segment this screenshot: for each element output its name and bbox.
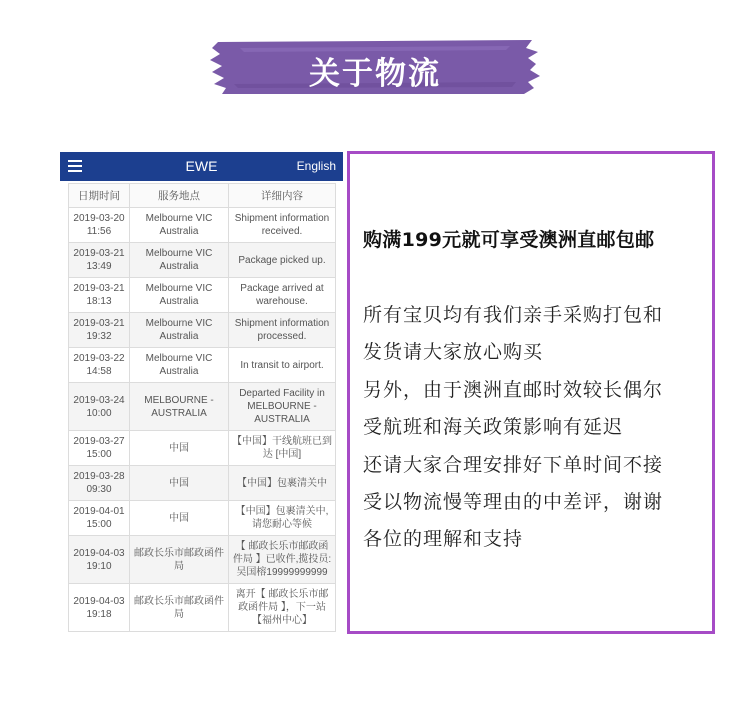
row-detail-line: 【中国】包裹清关中,	[235, 506, 329, 517]
free-shipping-heading: 购满199元就可享受澳洲直邮包邮	[363, 229, 655, 251]
row-datetime	[69, 431, 130, 466]
row-detail-line: Departed Facility in	[239, 388, 325, 399]
notice-line: 另外，由于澳洲直邮时效较长偶尔	[363, 378, 664, 401]
row-location	[130, 431, 229, 466]
table-row	[69, 383, 336, 431]
row-detail-line: Shipment information	[234, 213, 330, 224]
row-detail	[229, 243, 336, 278]
row-detail-line: Shipment information	[234, 318, 330, 329]
notice-line: 各位的理解和支持	[363, 528, 524, 551]
row-detail	[229, 466, 336, 501]
row-location-line: Melbourne VIC	[145, 318, 213, 329]
row-detail-line: 【中国】包裹清关中	[237, 477, 327, 489]
row-location-line: 邮政长乐市邮政函件	[134, 595, 224, 607]
app-header-bar	[60, 152, 343, 181]
row-location	[130, 536, 229, 584]
row-datetime-line: 10:00	[86, 407, 112, 419]
row-detail-line: 【福州中心】	[252, 615, 312, 626]
row-datetime	[69, 466, 130, 501]
row-location-line: AUSTRALIA	[151, 407, 207, 419]
row-location-line: Australia	[159, 366, 199, 377]
row-datetime	[69, 501, 130, 536]
row-detail	[229, 501, 336, 536]
row-location-line: Melbourne VIC	[145, 283, 213, 294]
row-datetime	[69, 383, 130, 431]
row-datetime-line: 2019-03-28	[73, 471, 125, 482]
row-datetime-line: 2019-03-21	[73, 248, 125, 259]
row-location	[130, 383, 229, 431]
table-row	[69, 243, 336, 278]
banner-title: 关于物流	[309, 56, 441, 92]
row-datetime-line: 15:00	[86, 519, 112, 530]
row-detail-line: 政函件局 】，下一站	[238, 602, 326, 613]
row-location-line: Australia	[159, 331, 199, 342]
notice-line: 所有宝贝均有我们亲手采购打包和	[363, 304, 664, 326]
row-datetime-line: 2019-04-03	[73, 595, 125, 607]
row-datetime-line: 18:13	[86, 296, 112, 307]
table-row	[69, 313, 336, 348]
row-detail-line: 件局 】已收件,揽投员:	[232, 554, 332, 565]
table-row	[69, 501, 336, 536]
table-row	[69, 536, 336, 584]
row-datetime-line: 2019-03-27	[73, 436, 125, 447]
row-datetime-line: 11:56	[86, 226, 112, 237]
header-detail: 详细内容	[229, 184, 336, 208]
row-datetime	[69, 313, 130, 348]
row-location-line: Melbourne VIC	[145, 248, 213, 259]
row-detail-line: warehouse.	[256, 296, 308, 307]
row-location-line: Australia	[159, 261, 199, 272]
row-detail	[229, 348, 336, 383]
row-detail-line: 【 邮政长乐市邮政函	[235, 541, 329, 552]
row-detail-line: processed.	[257, 331, 307, 342]
row-location-line: Australia	[159, 296, 199, 307]
section-banner	[210, 38, 540, 96]
table-row	[69, 584, 336, 632]
row-detail	[229, 431, 336, 466]
row-datetime-line: 15:00	[86, 449, 112, 460]
row-datetime-line: 09:30	[86, 484, 112, 495]
row-detail-line: 离开【 邮政长乐市邮	[235, 589, 329, 600]
row-datetime-line: 19:32	[86, 331, 112, 342]
row-detail	[229, 584, 336, 632]
row-datetime-line: 2019-03-24	[73, 394, 125, 406]
row-detail-line: 请您耐心等候	[252, 519, 312, 530]
row-location	[130, 313, 229, 348]
row-location-line: 中国	[169, 442, 189, 454]
notice-line: 还请大家合理安排好下单时间不接	[363, 453, 664, 476]
row-datetime-line: 2019-03-20	[73, 213, 125, 224]
row-datetime	[69, 348, 130, 383]
row-datetime-line: 19:10	[86, 560, 112, 572]
row-detail	[229, 536, 336, 584]
row-detail-line: received.	[261, 226, 303, 237]
row-location-line: Australia	[159, 226, 199, 237]
notice-line: 发货请大家放心购买	[363, 341, 544, 364]
row-location-line: 中国	[169, 477, 189, 489]
table-row	[69, 431, 336, 466]
row-location	[130, 348, 229, 383]
row-datetime-line: 2019-04-03	[73, 547, 125, 559]
row-datetime	[69, 208, 130, 243]
row-detail	[229, 208, 336, 243]
row-location	[130, 278, 229, 313]
table-row	[69, 466, 336, 501]
row-datetime-line: 19:18	[86, 608, 112, 620]
row-datetime-line: 2019-03-21	[73, 318, 125, 329]
notice-line: 受以物流慢等理由的中差评，谢谢	[363, 490, 664, 513]
tracking-screenshot	[60, 152, 343, 634]
shipping-notice-text	[363, 297, 663, 559]
row-detail-line: 【中国】干线航班已到	[232, 436, 332, 447]
table-row	[69, 348, 336, 383]
row-datetime	[69, 278, 130, 313]
app-title: EWE	[185, 158, 218, 174]
table-row	[69, 278, 336, 313]
row-datetime-line: 2019-03-21	[73, 283, 125, 294]
row-location	[130, 243, 229, 278]
row-detail	[229, 313, 336, 348]
row-detail-line: MELBOURNE -	[247, 401, 317, 412]
row-detail	[229, 278, 336, 313]
row-location-line: 局	[174, 560, 184, 572]
row-location	[130, 208, 229, 243]
row-datetime	[69, 536, 130, 584]
row-detail-line: 达 [中国]	[262, 449, 302, 460]
row-detail-line: Package picked up.	[238, 254, 326, 266]
row-datetime-line: 2019-03-22	[73, 353, 125, 364]
row-detail-line: In transit to airport.	[240, 359, 324, 371]
row-location	[130, 501, 229, 536]
row-datetime-line: 2019-04-01	[73, 506, 125, 517]
table-row	[69, 208, 336, 243]
row-datetime	[69, 243, 130, 278]
row-location-line: Melbourne VIC	[145, 353, 213, 364]
row-location-line: MELBOURNE -	[144, 394, 214, 406]
header-location: 服务地点	[130, 184, 229, 208]
row-datetime	[69, 584, 130, 632]
row-location-line: 邮政长乐市邮政函件	[134, 547, 224, 559]
row-location-line: 局	[174, 608, 184, 620]
row-detail-line: AUSTRALIA	[254, 414, 310, 425]
notice-line: 受航班和海关政策影响有延迟	[363, 416, 624, 439]
row-datetime-line: 14:58	[86, 366, 112, 377]
language-link[interactable]: English	[296, 159, 336, 173]
table-header-row	[69, 184, 336, 208]
row-location	[130, 466, 229, 501]
tracking-table	[68, 183, 336, 632]
row-detail	[229, 383, 336, 431]
row-detail-line: 吴国榕19999999999	[236, 567, 328, 578]
row-location-line: 中国	[169, 512, 189, 524]
row-location	[130, 584, 229, 632]
shipping-info-box	[347, 151, 715, 634]
row-detail-line: Package arrived at	[240, 283, 324, 294]
row-datetime-line: 13:49	[86, 261, 112, 272]
header-datetime: 日期时间	[69, 184, 130, 208]
row-location-line: Melbourne VIC	[145, 213, 213, 224]
